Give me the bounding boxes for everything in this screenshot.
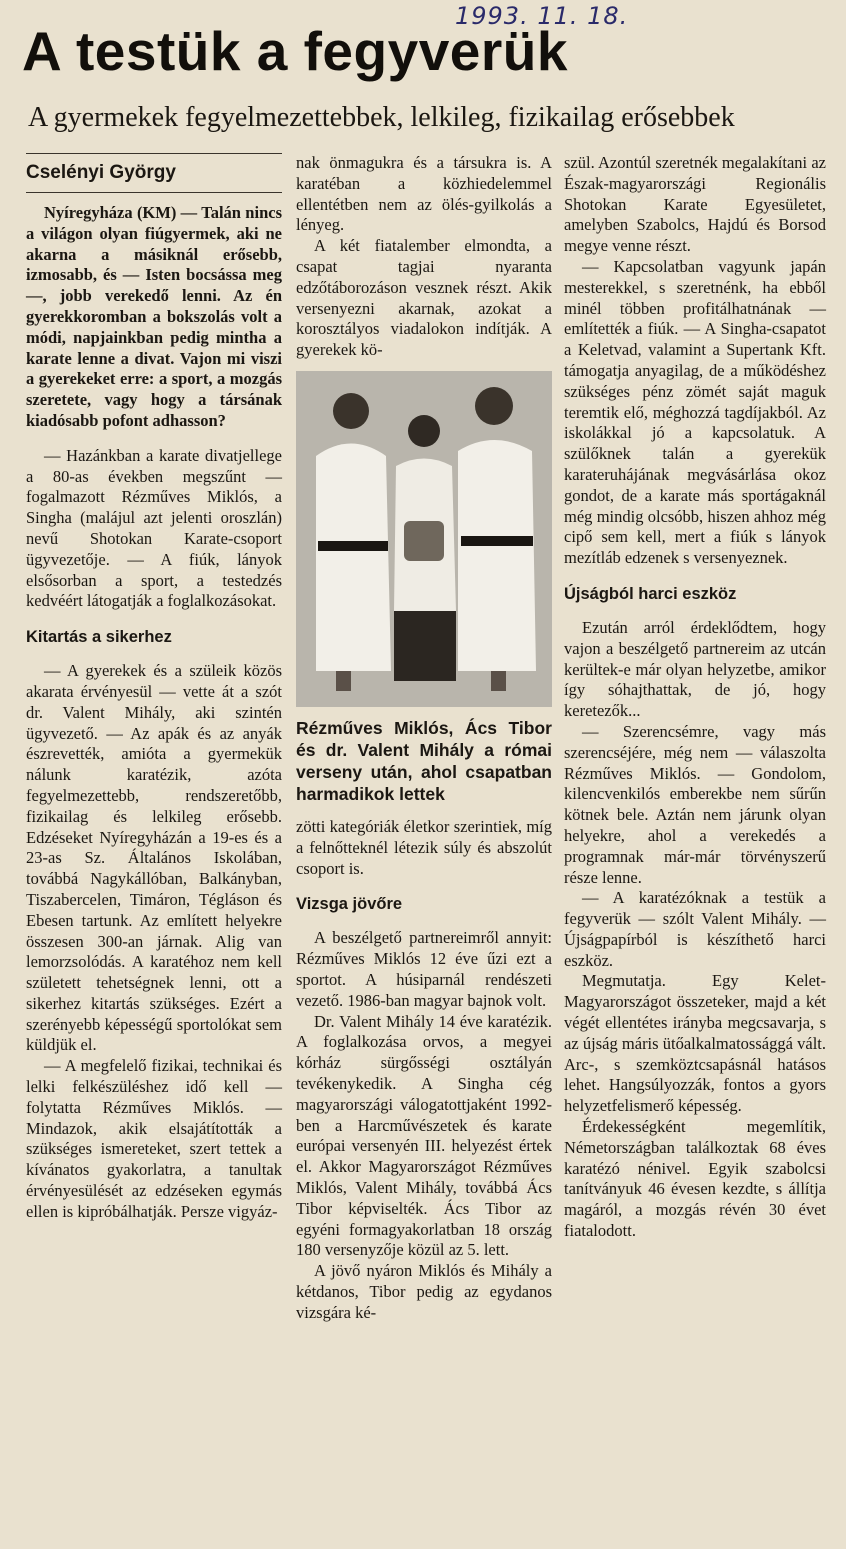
paragraph: Megmutatja. Egy Kelet-Magyarországot összeteker, majd a két végét ellentétes irányba megcsavarja, s az újság máris ütőalkalmatossággá vált. Arc-, s szemköztcsapásnál hatásos lehet. Hangsúlyozzák, fontos a gyors helyzetfelismerő képesség. (564, 971, 826, 1116)
lead-paragraph: Nyíregyháza (KM) — Talán nincs a világon olyan fiúgyermek, aki ne akarna a másiknál erősebb, izmosabb, és — Isten bocsássa meg —, jobb verekedő lenni. Az én gyerekkoromban a bokszolás volt a módi, napjainkban pedig mintha a karate lenne a divat. Vajon mi viszi a gyerekeket erre: a sport, a mozgás szeretete, vagy hogy a társának kiadósabb pofont adhasson? (26, 203, 282, 430)
paragraph: A jövő nyáron Miklós és Mihály a kétdanos, Tibor pedig az egydanos vizsgára ké- (296, 1261, 552, 1322)
paragraph: — Kapcsolatban vagyunk japán mesterekkel, s szeretnénk, ha ebből minél többen profitálhatnának — említették a fiúk. — A Singha-csapatot a Keletvad, valamint a Supertank Kft. támogatja anyagilag, de a működéshez szükséges pénz zömét saját maguk teremtik elő, méghozzá tagdíjakból. Az iskolákkal jó a kapcsolatuk. A szülőknek talán a gyerekük karateruhájának megvásárlása okoz gondot, de a karate más sportágaknál még mindig olcsóbb, hiszen ahhoz még cipő sem kell, mert a fiúk s lányok mezítláb edzenek s versenyeznek. (564, 256, 826, 568)
paragraph: zötti kategóriák életkor szerintiek, míg a felnőtteknél létezik súly és abszolút csoport is. (296, 816, 552, 878)
section-heading: Újságból harci eszköz (564, 584, 737, 603)
top-rule (26, 153, 282, 154)
paragraph: A beszélgető partnereimről annyit: Rézműves Miklós 12 éve űzi ezt a sportot. A húsiparnál rendészeti vezető. 1986-ban magyar bajnok volt. (296, 928, 552, 1010)
paragraph: — Hazánkban a karate divatjellege a 80-as években megszűnt — fogalmazott Rézműves Miklós, a Singha (malájul azt jelenti oroszlán) nevű Shotokan Karate-csoport ügyvezetője. — A fiúk, lányok elsősorban a sport, a testedzés kedvéért látogatják a foglalkozásokat. (26, 445, 282, 611)
paragraph: — A megfelelő fizikai, technikai és lelki felkészüléshez idő kell — folytatta Rézműves Miklós. — Mindazok, akik elsajátították a szükséges ismereteket, szert tettek a kívánatos gyakorlatra, a tanultak érvényesülését az edzéseken egymás ellen is kipróbálhatják. Persze vigyáz- (26, 1056, 282, 1221)
paragraph: nak önmagukra és a társukra is. A karatéban a közhiedelemmel ellentétben nem az ölés-gyilkolás a lényeg. (296, 153, 552, 235)
paragraph: A két fiatalember elmondta, a csapat tagjai nyaranta edzőtáborozáson vesznek részt. Akik versenyezni akarnak, azokat a korosztályos viadalokon indítják. A gyerekek kö- (296, 236, 552, 360)
paragraph: Érdekességként megemlítik, Németországban találkoztak 68 éves karatézó nénivel. Egyik szabolcsi tanítványuk 46 évesen kezdte, s állítja magáról, a mozgás révén 30 évet fiatalodott. (564, 1117, 826, 1241)
column-1 (26, 153, 282, 1223)
section-heading: Vizsga jövőre (296, 895, 403, 914)
paragraph: — A gyerekek és a szüleik közös akarata érvényesül — vette át a szót dr. Valent Mihály, aki szintén ügyvezető. — Az apák és az anyák észrevették, amióta a gyermekük nálunk karatézik, azóta fegyelmezettebb, rendszeretőbb, fizikailag és lelkileg erősebb. Edzéseket Nyíregyházán a 19-es és a 23-as Sz. Általános Iskolában, továbbá Nagykállóban, Balkányban, Tiszabercelen, Timáron, Tégláson és Ebesen tartunk. Az említett helyekre összesen 300-an járnak. Alig van lemorzsolódás. A karatéhoz nem kell született tehetségnek lenni, ott a sikerhez kitartás szükséges. Ezért a szerényebb képességű sportolókat sem küldjük el. (26, 661, 282, 1055)
column-2 (296, 153, 552, 1324)
team-photo (296, 371, 552, 707)
photo-caption: Rézműves Miklós, Ács Tibor és dr. Valent Mihály a római verseny után, ahol csapatban harmadikok lettek (296, 717, 552, 804)
byline: Cselényi György (26, 162, 282, 193)
paragraph: — A karatézóknak a testük a fegyverük — szólt Valent Mihály. — Újságpapírból is készíthető harci eszköz. (564, 888, 826, 970)
team-photo-image (296, 371, 552, 707)
paragraph: Ezután arról érdeklődtem, hogy vajon a beszélgető partnereim az utcán kerültek-e már olyan helyzetbe, amikor így sóhajthattak, de jó, hogy keretezők... (564, 617, 826, 721)
column-3 (564, 153, 826, 1242)
paragraph: — Szerencsémre, vagy más szerencséjére, még nem — válaszolta Rézműves Miklós. — Gondolom, kilencvenkilós emberekbe nem sűrűn kötnek bele. Aztán nem járunk olyan helyekre, ahol a verekedés a programnak már-már törvényszerű része lenne. (564, 721, 826, 887)
subheadline: A gyermekek fegyelmezettebbek, lelkileg, fizikailag erősebbek (28, 102, 735, 133)
paragraph: Dr. Valent Mihály 14 éve karatézik. A foglalkozása orvos, a megyei kórház sürgősségi osztályán tevékenykedik. A Singha cég magyarországi válogatottjaként 1992-ben a Harcművészetek és karate európai versenyén III. helyezést értek el. Akkor Magyarországot Rézműves Miklós, Valent Mihály, továbbá Ács Tibor képviselték. Ács Tibor az egyéni formagyakorlatban 18 ország 180 versenyzője közül az 5. lett. (296, 1011, 552, 1260)
handwritten-date: 1993. 11. 18. (455, 2, 629, 30)
headline: A testük a fegyverük (22, 20, 568, 82)
paragraph: szül. Azontúl szeretnék megalakítani az Észak-magyarországi Regionális Shotokan Karate Egyesületet, amelyben Szabolcs, Hajdú és Borsod megye venne részt. (564, 153, 826, 256)
section-heading: Kitartás a sikerhez (26, 628, 172, 647)
